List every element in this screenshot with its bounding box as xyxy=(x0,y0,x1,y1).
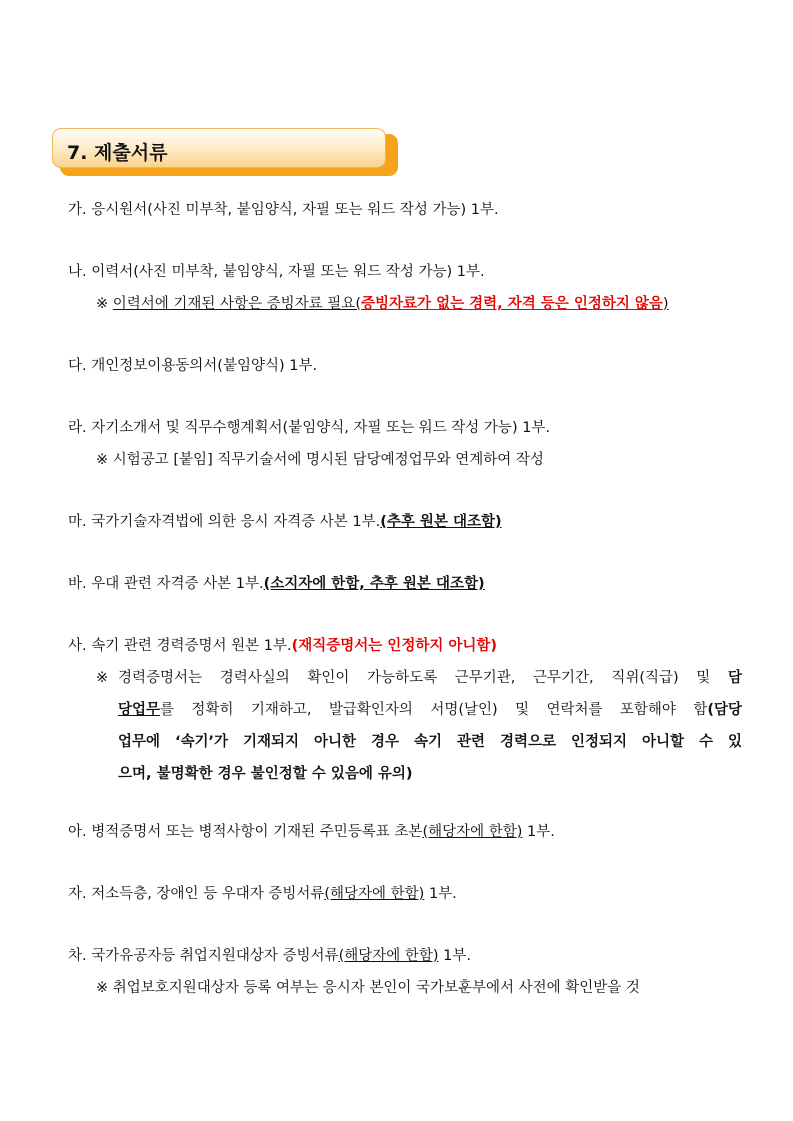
cha-underline: (해당자에 한함) xyxy=(338,948,439,964)
na-note-red: 증빙자료가 없는 경력, 자격 등은 인정하지 않음 xyxy=(360,296,663,312)
item-na-note xyxy=(96,294,669,314)
sa-note-line-2: 당업무를 정확히 기재하고, 발급확인자의 서명(날인) 및 연락처를 포함해야 함(담당 xyxy=(118,702,742,718)
ja-text: 자. 저소득층, 장애인 등 우대자 증빙서류 xyxy=(68,886,325,902)
item-ba xyxy=(68,574,485,594)
note-mark: ※ xyxy=(96,670,109,686)
section-header-box xyxy=(52,128,386,168)
a-underline: (해당자에 한함) xyxy=(422,824,523,840)
sa-note-line-3: 업무에 ‘속기’가 기재되지 아니한 경우 속기 관련 경력으로 인정되지 아니할 수 있 xyxy=(118,734,742,750)
ba-text: 바. 우대 관련 자격증 사본 1부. xyxy=(68,576,264,592)
item-na: 나. 이력서(사진 미부착, 붙임양식, 자필 또는 워드 작성 가능) 1부. xyxy=(68,264,485,280)
item-ra: 라. 자기소개서 및 직무수행계획서(붙임양식, 자필 또는 워드 작성 가능) 1부. xyxy=(68,420,551,436)
cha-text: 차. 국가유공자등 취업지원대상자 증빙서류 xyxy=(68,948,339,964)
item-da: 다. 개인정보이용동의서(붙임양식) 1부. xyxy=(68,358,318,374)
sa-text: 사. 속기 관련 경력증명서 원본 1부. xyxy=(68,638,292,654)
section-header xyxy=(52,128,398,176)
sa-note-line-4: 으며, 불명확한 경우 불인정할 수 있음에 유의) xyxy=(118,766,413,782)
ja-tail: 1부. xyxy=(424,886,457,902)
na-note-text: 이력서에 기재된 사항은 증빙자료 필요( xyxy=(112,296,361,312)
note-mark: ※ xyxy=(96,296,113,312)
item-a xyxy=(68,822,555,842)
item-ga: 가. 응시원서(사진 미부착, 붙임양식, 자필 또는 워드 작성 가능) 1부. xyxy=(68,202,499,218)
sa-note-line-1: ※ 경력증명서는 경력사실의 확인이 가능하도록 근무기관, 근무기간, 직위(직급) 및 담 xyxy=(96,662,742,694)
ba-bold: (소지자에 한함, 추후 원본 대조함) xyxy=(263,576,485,592)
a-tail: 1부. xyxy=(522,824,555,840)
item-sa xyxy=(68,636,497,656)
item-ma xyxy=(68,512,502,532)
ma-text: 마. 국가기술자격법에 의한 응시 자격증 사본 1부. xyxy=(68,514,381,530)
section-title: 7. 제출서류 xyxy=(67,142,168,164)
a-text: 아. 병적증명서 또는 병적사항이 기재된 주민등록표 초본 xyxy=(68,824,423,840)
item-ra-note: ※ 시험공고 [붙임] 직무기술서에 명시된 담당예정업무와 연계하여 작성 xyxy=(96,452,544,468)
na-note-close: ) xyxy=(662,296,669,312)
sa-red: (재직증명서는 인정하지 아니함) xyxy=(291,638,498,654)
item-sa-note xyxy=(96,662,742,790)
ma-bold: (추후 원본 대조함) xyxy=(380,514,502,530)
item-cha-note: ※ 취업보호지원대상자 등록 여부는 응시자 본인이 국가보훈부에서 사전에 확인받을 것 xyxy=(96,980,640,996)
item-ja xyxy=(68,884,457,904)
ja-underline: (해당자에 한함) xyxy=(324,886,425,902)
item-cha xyxy=(68,946,471,966)
cha-tail: 1부. xyxy=(438,948,471,964)
